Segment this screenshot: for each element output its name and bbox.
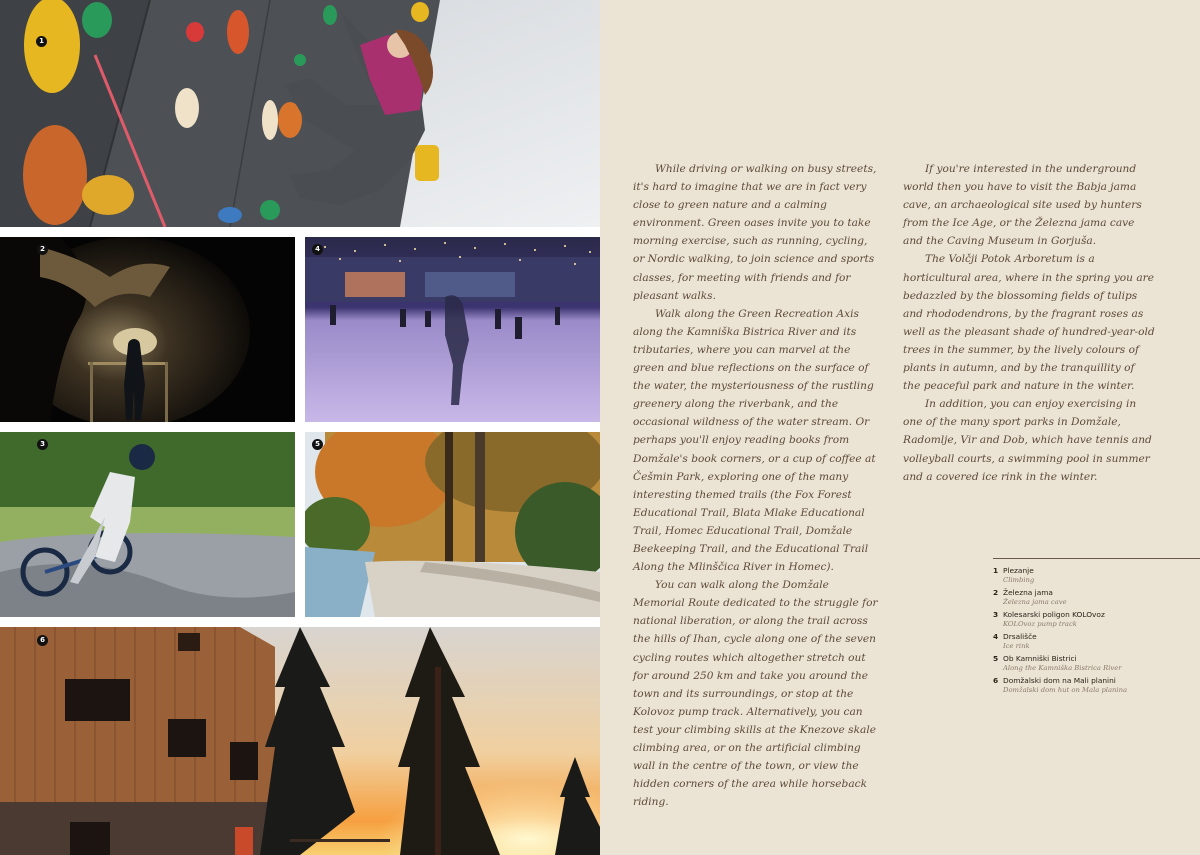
legend-title: Drsališče xyxy=(1003,632,1037,641)
photo-number-badge: 3 xyxy=(37,439,48,450)
legend-divider xyxy=(993,558,1200,559)
article-paragraph: You can walk along the Domžale Memorial Route dedicated to the struggle for national liberation, or along the trail across the hills of Ihan, cycle along one of the seven cycling routes which altogether stretch out for around 250 km and take you around the town and its surroundings, or stop at the Kolovoz pump track. Alternatively, you can test your climbing skills at the Knezove skale climbing area, or on the artificial climbing wall in the centre of the town, or view the hidden corners of the area while horseback riding. xyxy=(633,579,878,809)
legend-number: 4 xyxy=(993,632,999,641)
legend-item xyxy=(993,588,1193,607)
article-column-left xyxy=(633,160,881,811)
photo-climbing xyxy=(0,0,600,227)
photo-cave xyxy=(0,237,295,422)
photo-pump-track xyxy=(0,432,295,617)
legend-number: 6 xyxy=(993,676,999,685)
legend-number: 1 xyxy=(993,566,999,575)
photo-legend xyxy=(993,566,1193,698)
article-paragraph: In addition, you can enjoy exercising in one of the many sport parks in Domžale, Radomlje, Vir and Dob, which have tennis and volleyball courts, a swimming pool in summer and a covered ice rink in the winter. xyxy=(903,398,1152,483)
legend-subtitle: Ice rink xyxy=(1003,642,1030,650)
article-column-right xyxy=(903,160,1155,486)
legend-item xyxy=(993,632,1193,651)
article-paragraph: Walk along the Green Recreation Axis along the Kamniška Bistrica River and its tributaries, where you can marvel at the green and blue reflections on the surface of the water, the mysteriousness of the rustling greenery along the riverbank, and the occasional wildness of the water stream. Or perhaps you'll enjoy reading books from Domžale's book corners, or a cup of coffee at Češmin Park, exploring one of the many interesting themed trails (the Fox Forest Educational Trail, Blata Mlake Educational Trail, Homec Educational Trail, Domžale Beekeeping Trail, and the Educational Trail Along the Mlinščica River in Homec). xyxy=(633,307,876,574)
photo-number-badge: 4 xyxy=(312,244,323,255)
legend-item xyxy=(993,566,1193,585)
legend-title: Domžalski dom na Mali planini xyxy=(1003,676,1116,685)
legend-subtitle: Domžalski dom hut on Mala planina xyxy=(1003,686,1128,694)
legend-number: 3 xyxy=(993,610,999,619)
photo-number-badge: 1 xyxy=(36,36,47,47)
legend-title: Plezanje xyxy=(1003,566,1034,575)
legend-item xyxy=(993,654,1193,673)
legend-title: Železna jama xyxy=(1003,588,1053,597)
photo-number-badge: 6 xyxy=(37,635,48,646)
article-paragraph: While driving or walking on busy streets, it's hard to imagine that we are in fact very close to green nature and a calming environment. Green oases invite you to take morning exercise, such as running, cycling, or Nordic walking, to join science and sports classes, for meeting with friends and for pleasant walks. xyxy=(633,163,877,302)
legend-subtitle: Železna jama cave xyxy=(1003,598,1067,606)
legend-title: Ob Kamniški Bistrici xyxy=(1003,654,1077,663)
article-paragraph: The Volčji Potok Arboretum is a horticultural area, where in the spring you are bedazzled by the blossoming fields of tulips and rhododendrons, by the fragrant roses as well as the pleasant shade of hundred-year-old trees in the summer, by the lively colours of plants in autumn, and by the tranquillity of the peaceful park and nature in the winter. xyxy=(903,253,1155,393)
legend-subtitle: KOLOvoz pump track xyxy=(1003,620,1077,628)
legend-title: Kolesarski poligon KOLOvoz xyxy=(1003,610,1105,619)
legend-subtitle: Climbing xyxy=(1003,576,1035,584)
photo-river-trail xyxy=(305,432,600,617)
photo-number-badge: 5 xyxy=(312,439,323,450)
article-paragraph: If you're interested in the underground world then you have to visit the Babja jama cave, an archaeological site used by hunters from the Ice Age, or the Železna jama cave and the Caving Museum in Gorjuša. xyxy=(903,163,1142,248)
photo-mountain-hut xyxy=(0,627,600,855)
photo-ice-rink xyxy=(305,237,600,422)
legend-subtitle: Along the Kamniška Bistrica River xyxy=(1003,664,1122,672)
legend-item xyxy=(993,676,1193,695)
photo-number-badge: 2 xyxy=(37,244,48,255)
legend-number: 2 xyxy=(993,588,999,597)
legend-number: 5 xyxy=(993,654,999,663)
legend-item xyxy=(993,610,1193,629)
